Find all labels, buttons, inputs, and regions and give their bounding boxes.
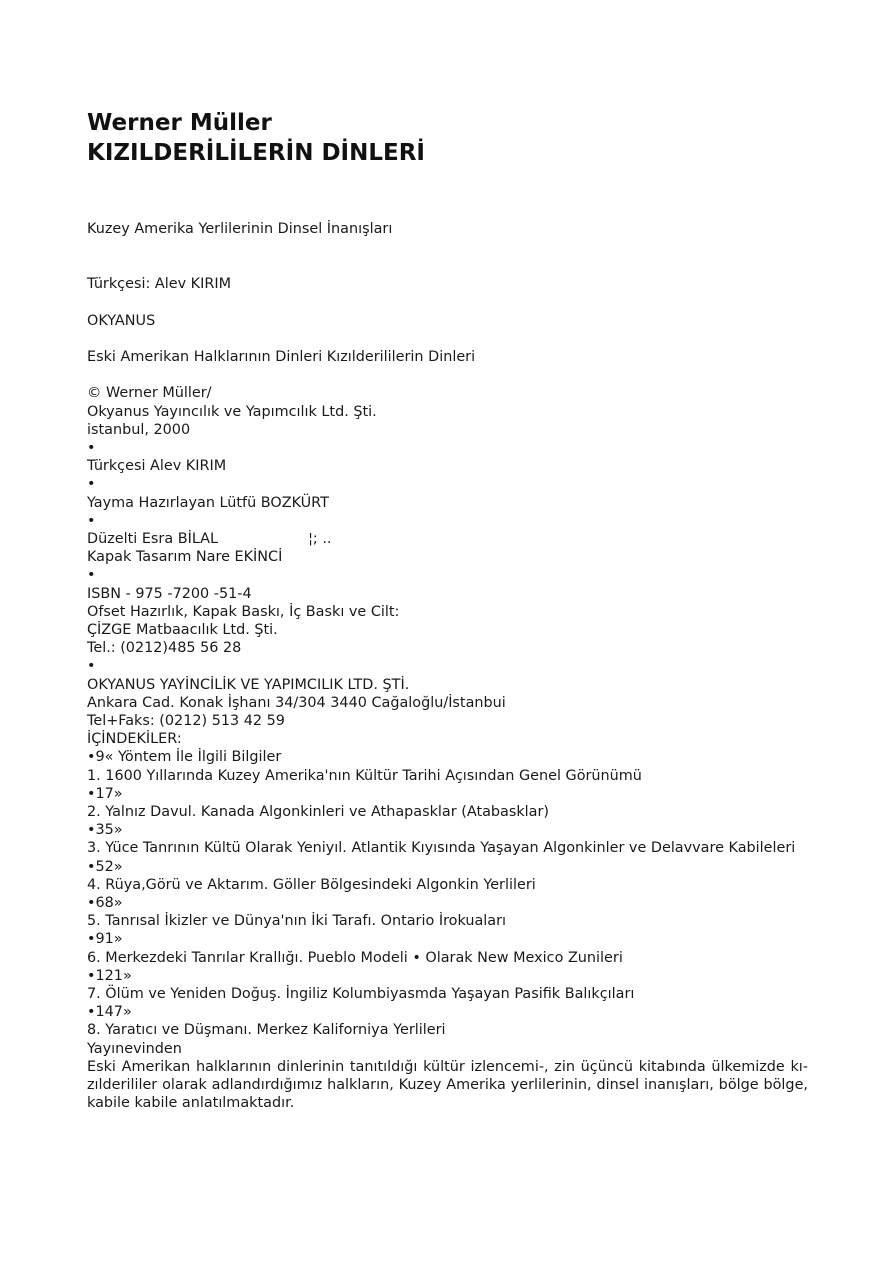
toc-page-marker: •52» <box>87 858 123 875</box>
proofreader-row <box>87 530 808 548</box>
toc-entry: 4. Rüya,Görü ve Aktarım. Göller Bölgesindeki Algonkin Yerlileri <box>87 876 536 893</box>
book-title: KIZILDERİLİLERİN DİNLERİ <box>87 140 425 166</box>
title-block <box>87 108 808 168</box>
front-matter <box>87 220 808 1113</box>
copyright-line: © Werner Müller/ <box>87 385 212 402</box>
proofreader-credit: Düzelti Esra BİLAL <box>87 531 219 547</box>
toc-entry: 7. Ölüm ve Yeniden Doğuş. İngiliz Kolumbiyasmda Yaşayan Pasifik Balıkçıları <box>87 986 635 1003</box>
company-line: Okyanus Yayıncılık ve Yapımcılık Ltd. Şti. <box>87 403 377 420</box>
publisher-note-text: Eski Amerikan halklarının dinlerinin tanıtıldığı kültür izlencemi-, zin üçüncü kitabında ülkemizde kı-zılderililer olarak adlandırdığımız halkların, Kuzey Amerika yerlilerinin, dinsel inanışları, bölge bölge, kabile kabile anlatılmaktadır. <box>87 1058 808 1112</box>
editor-credit: Yayma Hazırlayan Lütfü BOZKÜRT <box>87 494 329 511</box>
toc-page-marker: •35» <box>87 822 123 839</box>
address-line: Ankara Cad. Konak İşhanı 34/304 3440 Cağaloğlu/İstanbui <box>87 694 506 711</box>
bullet-separator: • <box>87 567 96 584</box>
bullet-separator: • <box>87 476 96 493</box>
bullet-separator: • <box>87 658 96 675</box>
printer-line: ÇİZGE Matbaacılık Ltd. Şti. <box>87 622 278 639</box>
contents-heading: İÇİNDEKİLER: <box>87 731 182 748</box>
toc-entry: 6. Merkezdeki Tanrılar Krallığı. Pueblo Modeli • Olarak New Mexico Zunileri <box>87 949 623 966</box>
toc-page-marker: •91» <box>87 931 123 948</box>
toc-page-marker: •121» <box>87 967 132 984</box>
imprint-block <box>87 384 808 730</box>
stray-marks: ¦; .. <box>308 531 332 547</box>
place-year-line: istanbul, 2000 <box>87 421 191 438</box>
printer-tel-line: Tel.: (0212)485 56 28 <box>87 640 242 657</box>
translator-line: Türkçesi: Alev KIRIM <box>87 276 231 293</box>
table-of-contents <box>87 730 808 1039</box>
toc-page-marker: •17» <box>87 785 123 802</box>
toc-entry: 3. Yüce Tanrının Kültü Olarak Yeniyıl. Atlantik Kıyısında Yaşayan Algonkinler ve Delavvare Kabileleri <box>87 840 796 857</box>
bullet-separator: • <box>87 512 96 529</box>
tel-fax-line: Tel+Faks: (0212) 513 42 59 <box>87 713 285 730</box>
publisher-note <box>87 1040 808 1113</box>
series-line: Eski Amerikan Halklarının Dinleri Kızılderililerin Dinleri <box>87 348 476 365</box>
publisher-full-name: OKYANUS YAYİNCİLİK VE YAPIMCILIK LTD. ŞTİ. <box>87 676 410 693</box>
printing-line: Ofset Hazırlık, Kapak Baskı, İç Baskı ve Cilt: <box>87 603 400 620</box>
toc-entry: 5. Tanrısal İkizler ve Dünya'nın İki Tarafı. Ontario İrokuaları <box>87 913 507 930</box>
toc-page-marker: •68» <box>87 895 123 912</box>
toc-entry: 8. Yaratıcı ve Düşmanı. Merkez Kaliforniya Yerlileri <box>87 1022 446 1039</box>
toc-entry: 2. Yalnız Davul. Kanada Algonkinleri ve Athapasklar (Atabasklar) <box>87 804 550 821</box>
toc-page-marker: •147» <box>87 1004 132 1021</box>
cover-design-credit: Kapak Tasarım Nare EKİNCİ <box>87 549 283 566</box>
translator-credit: Türkçesi Alev KIRIM <box>87 458 227 475</box>
toc-entry: •9« Yöntem İle İlgili Bilgiler <box>87 749 282 766</box>
book-subtitle: Kuzey Amerika Yerlilerinin Dinsel İnanışları <box>87 221 393 237</box>
publisher-name: OKYANUS <box>87 312 156 329</box>
bullet-separator: • <box>87 439 96 456</box>
publisher-note-heading: Yayınevinden <box>87 1040 182 1057</box>
isbn-line: ISBN - 975 -7200 -51-4 <box>87 585 252 602</box>
author-name: Werner Müller <box>87 110 272 136</box>
document-page <box>87 108 808 1113</box>
toc-entry: 1. 1600 Yıllarında Kuzey Amerika'nın Kültür Tarihi Açısından Genel Görünümü <box>87 767 642 784</box>
